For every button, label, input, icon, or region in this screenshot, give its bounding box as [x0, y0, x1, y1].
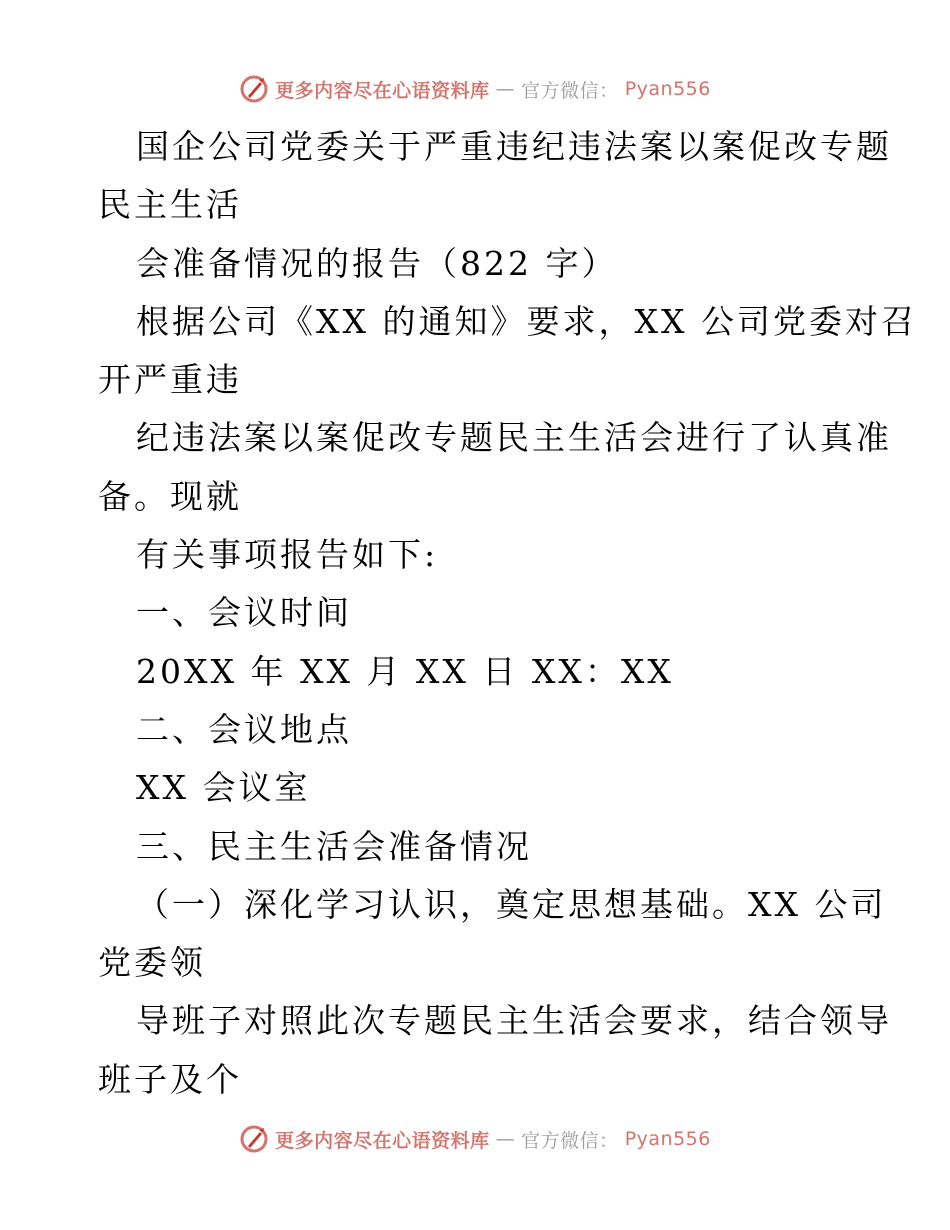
text-line: 班子及个: [98, 1059, 242, 1099]
watermark-official-label: 官方微信：: [521, 79, 619, 102]
quill-logo-icon: [239, 74, 269, 104]
footer-watermark: [0, 1122, 950, 1156]
section-heading: 一、会议时间: [136, 593, 352, 633]
text-line: 会准备情况的报告（822 字）: [136, 243, 618, 283]
text-line: 备。现就: [98, 476, 242, 516]
text-line: 民主生活: [98, 185, 242, 225]
text-line: （一）深化学习认识，奠定思想基础。XX 公司: [136, 884, 887, 924]
watermark-dash: —: [495, 1128, 516, 1150]
text-line: 党委领: [98, 943, 206, 983]
meeting-location: XX 会议室: [136, 768, 311, 808]
watermark-dash: —: [495, 78, 516, 100]
document-body: [98, 118, 917, 1109]
text-line: 开严重违: [98, 360, 242, 400]
text-line: 纪违法案以案促改专题民主生活会进行了认真准: [136, 418, 892, 458]
section-heading: 三、民主生活会准备情况: [136, 826, 532, 866]
text-line: 有关事项报告如下:: [136, 535, 439, 575]
meeting-time: 20XX 年 XX 月 XX 日 XX：XX: [136, 651, 674, 691]
section-heading: 二、会议地点: [136, 709, 352, 749]
text-line: 根据公司《XX 的通知》要求，XX 公司党委对召: [136, 301, 917, 341]
text-line: 导班子对照此次专题民主生活会要求，结合领导: [136, 1001, 892, 1041]
watermark-account: Pyan556: [624, 78, 711, 100]
text-line: 国企公司党委关于严重违纪违法案以案促改专题: [136, 127, 892, 166]
watermark-account: Pyan556: [624, 1128, 711, 1150]
watermark-main-text: 更多内容尽在心语资料库: [275, 1129, 490, 1152]
header-watermark: [0, 72, 950, 106]
watermark-official-label: 官方微信：: [521, 1129, 619, 1152]
watermark-main-text: 更多内容尽在心语资料库: [275, 79, 490, 102]
quill-logo-icon: [239, 1124, 269, 1154]
